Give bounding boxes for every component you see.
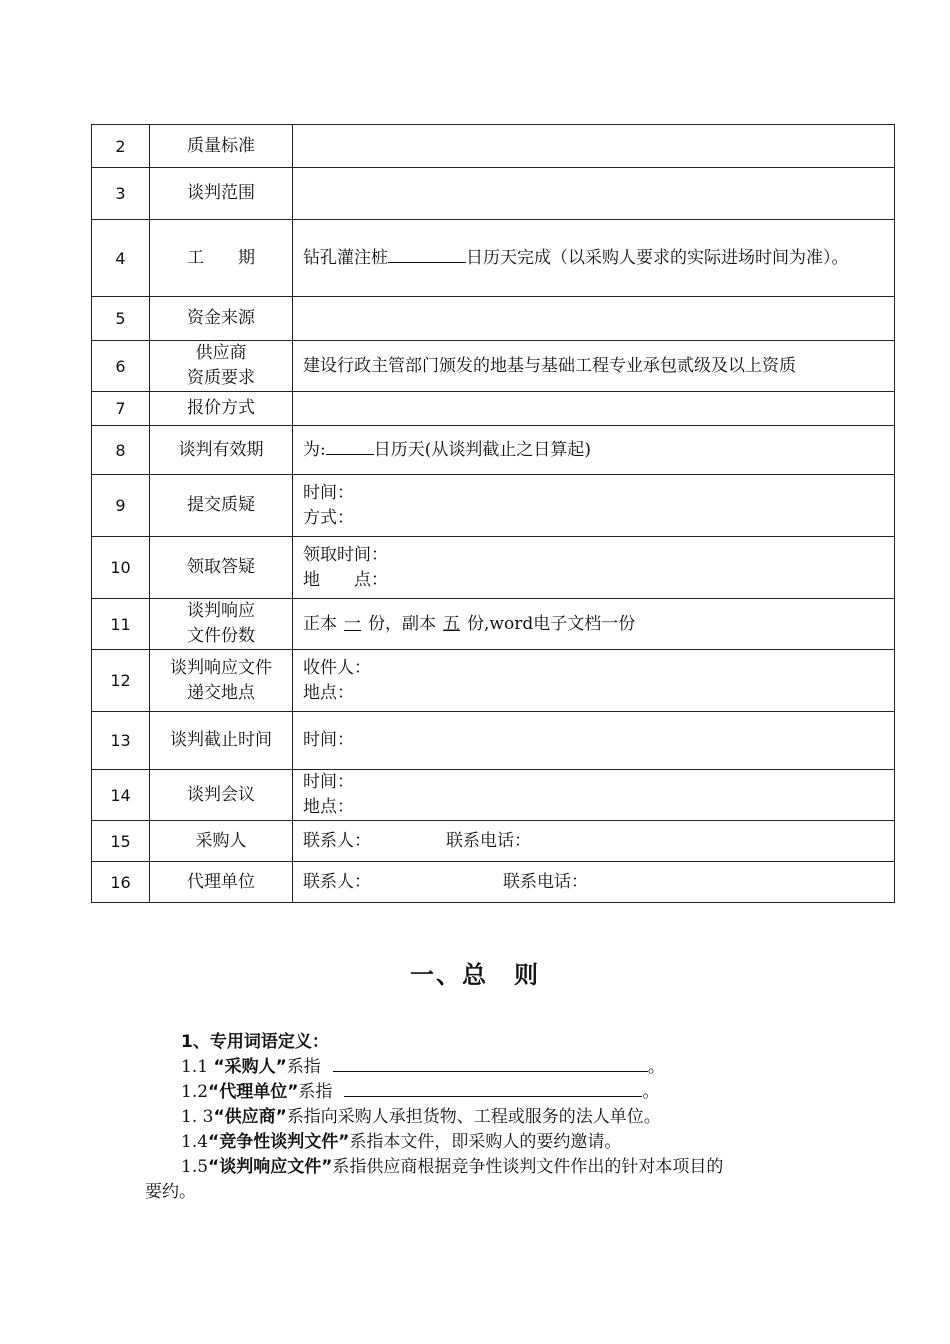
definition-item xyxy=(145,1055,845,1080)
definition-term: “采购人” xyxy=(213,1057,287,1077)
table-row xyxy=(92,650,895,712)
row-item xyxy=(150,599,293,650)
content-line: 领取时间： xyxy=(303,544,388,565)
fill-blank xyxy=(333,1057,648,1072)
row-content xyxy=(293,599,895,650)
content-line: 地点： xyxy=(303,682,354,703)
content-text: 正本 xyxy=(303,613,337,634)
item-line: 供应商 xyxy=(195,343,247,363)
definition-end: 。 xyxy=(647,1057,665,1077)
row-item: 提交质疑 xyxy=(150,475,293,537)
content-line: 地 点： xyxy=(303,569,388,590)
definitions-heading: 1、专用词语定义： xyxy=(181,1032,329,1052)
row-content xyxy=(293,650,895,712)
row-number: 13 xyxy=(92,712,150,770)
row-item: 质量标准 xyxy=(150,125,293,168)
table-row xyxy=(92,341,895,392)
definition-end: 。 xyxy=(642,1082,660,1102)
content-text: 份,word电子文档一份 xyxy=(467,613,636,634)
content-text: 日历天(从谈判截止之日算起) xyxy=(373,439,591,460)
row-content xyxy=(293,475,895,537)
row-number: 6 xyxy=(92,341,150,392)
row-content xyxy=(293,770,895,821)
table-row xyxy=(92,537,895,599)
table-row xyxy=(92,712,895,770)
section-title: 一、总 则 xyxy=(410,961,540,989)
content-line: 收件人： xyxy=(303,657,371,678)
table-row xyxy=(92,599,895,650)
row-number: 11 xyxy=(92,599,150,650)
definition-number: 1. 3 xyxy=(181,1107,214,1127)
item-line: 文件份数 xyxy=(187,626,255,646)
table-row xyxy=(92,220,895,297)
definition-text: 系指 xyxy=(286,1057,321,1077)
table-row xyxy=(92,125,895,168)
table-row xyxy=(92,862,895,903)
content-text: 份，副本 xyxy=(368,613,436,634)
definition-term: “谈判响应文件” xyxy=(208,1157,333,1177)
row-item: 资金来源 xyxy=(150,297,293,341)
content-text: 日历天完成（以采购人要求的实际进场时间为准）。 xyxy=(466,247,849,268)
row-item: 谈判范围 xyxy=(150,168,293,220)
row-number: 2 xyxy=(92,125,150,168)
row-number: 16 xyxy=(92,862,150,903)
row-content xyxy=(293,168,895,220)
table-row xyxy=(92,392,895,426)
table-row xyxy=(92,475,895,537)
row-content xyxy=(293,392,895,426)
row-number: 9 xyxy=(92,475,150,537)
definition-number: 1.5 xyxy=(181,1157,209,1177)
row-content xyxy=(293,821,895,862)
definitions-block xyxy=(145,1030,845,1205)
fill-blank xyxy=(326,440,374,455)
fill-blank xyxy=(388,248,466,263)
table-row xyxy=(92,426,895,475)
row-number: 12 xyxy=(92,650,150,712)
item-line: 谈判响应 xyxy=(187,601,255,621)
row-number: 3 xyxy=(92,168,150,220)
contact-person-label: 联系人： xyxy=(303,871,371,892)
content-line: 地点： xyxy=(303,797,354,817)
row-item: 谈判截止时间 xyxy=(150,712,293,770)
content-line: 时间： xyxy=(303,772,354,792)
row-content xyxy=(293,125,895,168)
row-content: 建设行政主管部门颁发的地基与基础工程专业承包贰级及以上资质 xyxy=(293,341,895,392)
row-item: 代理单位 xyxy=(150,862,293,903)
definition-number: 1.4 xyxy=(181,1132,209,1152)
definition-term: “竞争性谈判文件” xyxy=(208,1132,350,1152)
table-row xyxy=(92,770,895,821)
content-text: 钻孔灌注桩 xyxy=(303,247,388,268)
content-text: 为: xyxy=(303,439,326,460)
row-item: 谈判有效期 xyxy=(150,426,293,475)
row-item: 谈判会议 xyxy=(150,770,293,821)
row-item xyxy=(150,650,293,712)
row-item: 工 期 xyxy=(150,220,293,297)
row-number: 5 xyxy=(92,297,150,341)
row-content xyxy=(293,537,895,599)
definition-item xyxy=(145,1080,845,1105)
contact-phone-label: 联系电话： xyxy=(503,871,588,892)
item-line: 递交地点 xyxy=(187,682,255,703)
definition-term: “供应商” xyxy=(213,1107,287,1127)
definition-text: 系指供应商根据竞争性谈判文件作出的针对本项目的 xyxy=(332,1157,724,1177)
definition-continuation: 要约。 xyxy=(145,1182,196,1202)
definition-number: 1.1 xyxy=(181,1057,214,1077)
row-number: 7 xyxy=(92,392,150,426)
row-number: 8 xyxy=(92,426,150,475)
row-content xyxy=(293,862,895,903)
definition-number: 1.2 xyxy=(181,1082,209,1102)
definition-item xyxy=(145,1155,845,1180)
fill-blank xyxy=(344,1082,642,1097)
info-table xyxy=(91,124,895,903)
row-item xyxy=(150,341,293,392)
original-copies-count: 一 xyxy=(344,613,361,634)
definition-item xyxy=(145,1130,845,1155)
definition-text: 系指本文件，即采购人的要约邀请。 xyxy=(349,1132,622,1152)
content-line: 方式： xyxy=(303,507,354,528)
item-line: 谈判响应文件 xyxy=(170,657,272,678)
definition-text: 系指 xyxy=(298,1082,333,1102)
row-number: 10 xyxy=(92,537,150,599)
contact-phone-label: 联系电话： xyxy=(446,830,531,851)
row-item: 领取答疑 xyxy=(150,537,293,599)
table-row xyxy=(92,821,895,862)
row-item: 报价方式 xyxy=(150,392,293,426)
row-number: 4 xyxy=(92,220,150,297)
duplicate-copies-count: 五 xyxy=(443,613,460,634)
row-content xyxy=(293,426,895,475)
row-content xyxy=(293,220,895,297)
row-item: 采购人 xyxy=(150,821,293,862)
contact-person-label: 联系人： xyxy=(303,830,371,851)
definition-term: “代理单位” xyxy=(208,1082,299,1102)
row-number: 15 xyxy=(92,821,150,862)
row-content xyxy=(293,297,895,341)
table-row xyxy=(92,168,895,220)
item-line: 资质要求 xyxy=(187,368,255,388)
definition-text: 系指向采购人承担货物、工程或服务的法人单位。 xyxy=(286,1107,661,1127)
row-number: 14 xyxy=(92,770,150,821)
table-row xyxy=(92,297,895,341)
definition-item xyxy=(145,1105,845,1130)
row-content: 时间： xyxy=(293,712,895,770)
content-line: 时间： xyxy=(303,482,354,503)
